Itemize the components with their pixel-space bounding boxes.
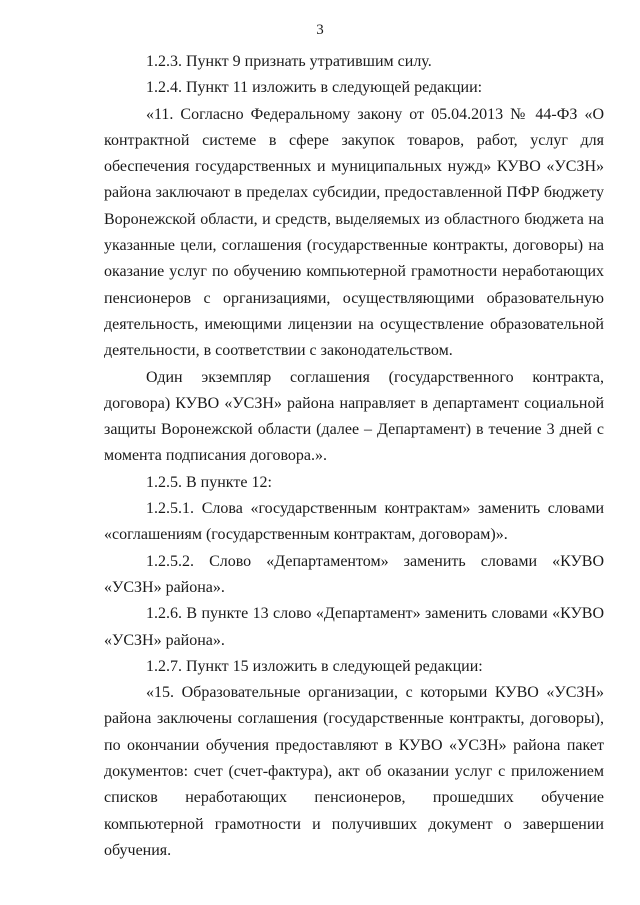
- paragraph-1-2-5-1: 1.2.5.1. Слова «государственным контрактам» заменить словами «соглашениям (государственным контрактам, договорам)».: [104, 500, 604, 544]
- paragraph-clause-11: «11. Согласно Федеральному закону от 05.04.2013 № 44-ФЗ «О контрактной системе в сфере закупок товаров, работ, услуг для обеспечения государственных и муниципальных нужд» КУВО «УСЗН» района заключают в пределах субсидии, предоставленной ПФР бюджету Воронежской области, и средств, выделяемых из областного бюджета на указанные цели, соглашения (государственные контракты, договоры) на оказание услуг по обучению компьютерной грамотности неработающих пенсионеров с организациями, осуществляющими образовательную деятельность, имеющими лицензии на осуществление образовательной деятельности, в соответствии с законодательством.: [104, 105, 604, 360]
- document-body: [104, 49, 604, 864]
- paragraph-1-2-6: 1.2.6. В пункте 13 слово «Департамент» заменить словами «КУВО «УСЗН» района».: [104, 605, 604, 649]
- paragraph-clause-11-copy: Один экземпляр соглашения (государственного контракта, договора) КУВО «УСЗН» района направляет в департамент социальной защиты Воронежской области (далее – Департамент) в течение 3 дней с момента подписания договора.».: [104, 368, 604, 465]
- paragraph-1-2-7: 1.2.7. Пункт 15 изложить в следующей редакции:: [146, 657, 483, 675]
- paragraph-1-2-3: 1.2.3. Пункт 9 признать утратившим силу.: [146, 53, 432, 70]
- paragraph-1-2-5-2: 1.2.5.2. Слово «Департаментом» заменить словами «КУВО «УСЗН» района».: [104, 552, 604, 596]
- paragraph-1-2-4: 1.2.4. Пункт 11 изложить в следующей редакции:: [146, 79, 483, 97]
- paragraph-1-2-5: 1.2.5. В пункте 12:: [146, 473, 272, 491]
- page-number: 3: [316, 22, 324, 38]
- paragraph-clause-15: «15. Образовательные организации, с которыми КУВО «УСЗН» района заключены соглашения (государственные контракты, договоры), по окончании обучения предоставляют в КУВО «УСЗН» района пакет документов: счет (счет-фактура), акт об оказании услуг с приложением списков неработающих пенсионеров, прошедших обучение компьютерной грамотности и получивших документ о завершении обучения.: [104, 684, 604, 859]
